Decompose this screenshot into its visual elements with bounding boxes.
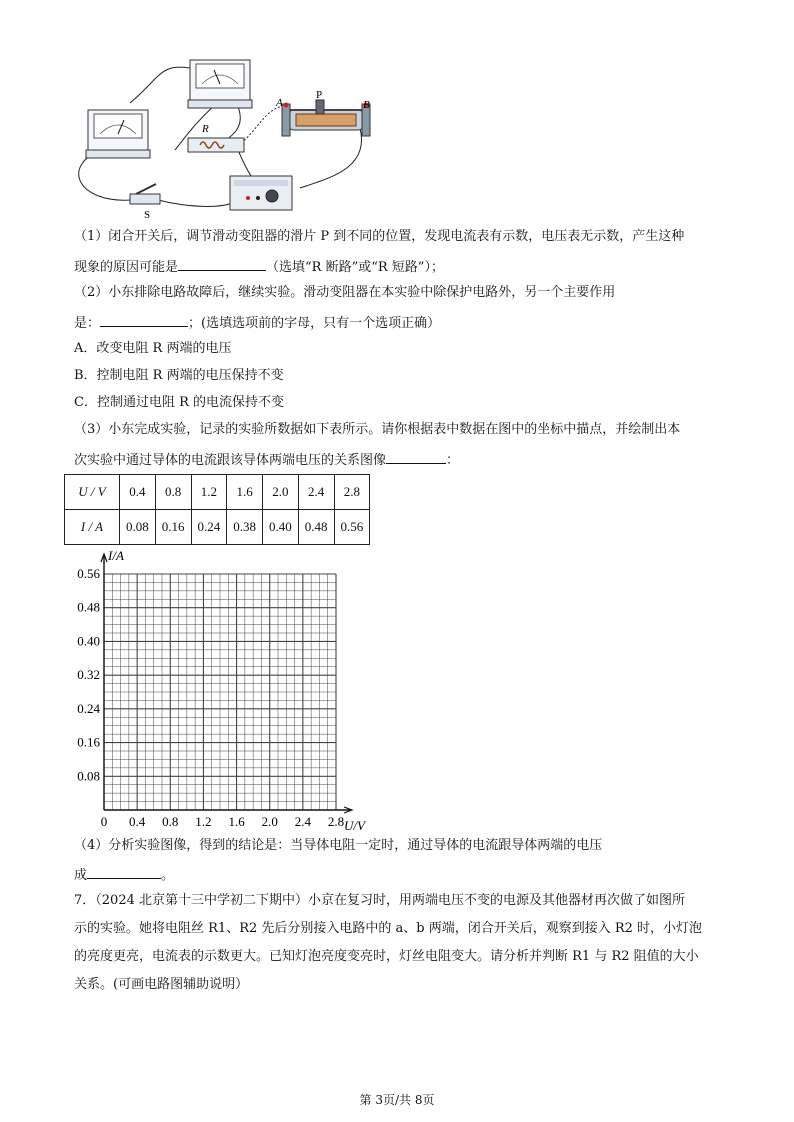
- q1-answer-blank[interactable]: [178, 256, 266, 271]
- x-tick-label: 0.8: [162, 814, 179, 829]
- q1-line1: （1）闭合开关后，调节滑动变阻器的滑片 P 到不同的位置，发现电流表有示数，电压表无示数，产生这种: [74, 229, 685, 244]
- ammeter: [86, 110, 150, 158]
- y-tick-label: 0.40: [77, 633, 100, 649]
- q7-line2: 示的实验。她将电阻丝 R1、R2 先后分别接入电路中的 a、b 两端，闭合开关后，观察到接入 R2 时，小灯泡: [74, 921, 703, 936]
- x-tick-label: 1.6: [228, 814, 245, 829]
- table-row: [65, 475, 370, 510]
- q4-answer-blank[interactable]: [87, 864, 161, 879]
- q3-line2-suffix: ：: [446, 453, 460, 468]
- q2-answer-blank[interactable]: [100, 312, 188, 327]
- table-cell: 0.4: [120, 475, 156, 510]
- table-cell: 0.8: [155, 475, 191, 510]
- q3-line1: （3）小东完成实验，记录的实验所数据如下表所示。请你根据表中数据在图中的坐标中描点，并绘制出本: [74, 422, 681, 437]
- y-tick-label: 0.16: [77, 734, 100, 750]
- table-cell: 0.08: [120, 510, 156, 545]
- q1-line2-prefix: 现象的原因可能是: [74, 260, 179, 275]
- switch: [130, 184, 160, 204]
- x-tick-label: 0: [100, 814, 108, 829]
- q4-line2-prefix: 成: [74, 868, 88, 883]
- y-axis-label: I/A: [108, 548, 124, 563]
- x-tick-label: 1.2: [195, 814, 212, 829]
- label-P: P: [316, 89, 323, 101]
- x-tick-label: 2.4: [294, 814, 311, 829]
- y-tick-label: 0.24: [77, 700, 100, 716]
- table-cell: 2.8: [334, 475, 370, 510]
- label-B: B: [363, 99, 370, 111]
- q2-line2-suffix: ；(选填选项前的字母，只有一个选项正确）: [188, 316, 441, 331]
- q2-line2: [74, 312, 440, 333]
- circuit-figure: [60, 58, 380, 218]
- voltmeter: [188, 60, 252, 108]
- q1-line2-suffix: （选填“R 断路”或“R 短路”）；: [266, 260, 444, 275]
- x-axis-label: U/V: [344, 818, 365, 833]
- q4-line2-suffix: 。: [161, 868, 175, 883]
- label-S: S: [144, 209, 151, 218]
- table-cell: 0.16: [155, 510, 191, 545]
- x-tick-label: 0.4: [129, 814, 146, 829]
- table-cell: 0.40: [263, 510, 299, 545]
- table-cell: 2.4: [298, 475, 334, 510]
- q3-line2: [74, 449, 459, 470]
- table-cell: 1.6: [227, 475, 263, 510]
- table-cell: 2.0: [263, 475, 299, 510]
- label-A: A: [276, 97, 283, 109]
- y-tick-label: 0.32: [77, 667, 100, 683]
- q7-line1: 7．（2024 北京第十三中学初二下期中）小京在复习时，用两端电压不变的电源及其他器材再次做了如图所: [74, 893, 685, 908]
- y-tick-label: 0.56: [77, 566, 100, 581]
- q1-line2: [74, 256, 444, 277]
- q7-line4: 关系。(可画电路图辅助说明）: [74, 977, 249, 992]
- x-tick-label: 2.8: [327, 814, 345, 829]
- table-header-current: I / A: [65, 510, 120, 545]
- y-tick-label: 0.08: [77, 768, 100, 784]
- q2-option-a: A．改变电阻 R 两端的电压: [74, 341, 232, 356]
- data-table: [64, 474, 370, 545]
- table-cell: 0.24: [191, 510, 227, 545]
- page-footer: 第 3页/共 8页: [359, 1093, 435, 1107]
- label-R: R: [202, 123, 209, 135]
- q2-option-c: C．控制通过电阻 R 的电流保持不变: [74, 395, 284, 410]
- q3-line2-prefix: 次实验中通过导体的电流跟该导体两端电压的关系图像: [74, 453, 387, 468]
- q2-line1: （2）小东排除电路故障后，继续实验。滑动变阻器在本实验中除保护电路外，另一个主要作用: [74, 285, 616, 300]
- table-cell: 0.56: [334, 510, 370, 545]
- y-tick-label: 0.48: [77, 599, 100, 615]
- rheostat: [282, 100, 370, 136]
- table-header-voltage: U / V: [65, 475, 120, 510]
- q2-option-b: B．控制电阻 R 两端的电压保持不变: [74, 368, 284, 383]
- x-tick-label: 2.0: [261, 814, 278, 829]
- resistor: [188, 138, 244, 152]
- q7-line3: 的亮度更亮，电流表的示数更大。已知灯泡亮度变亮时，灯丝电阻变大。请分析并判断 R1 与 R2 阻值的大小: [74, 949, 699, 964]
- power-supply: [230, 176, 292, 210]
- grid-minor: [104, 574, 336, 810]
- q3-answer-blank[interactable]: [386, 449, 446, 464]
- q4-line2: [74, 864, 174, 885]
- q4-line1: （4）分析实验图像，得到的结论是：当导体电阻一定时，通过导体的电流跟导体两端的电压: [74, 838, 603, 853]
- iu-graph[interactable]: [62, 540, 392, 835]
- tick-labels: [77, 566, 344, 829]
- q2-line2-prefix: 是：: [74, 316, 101, 331]
- table-cell: 0.48: [298, 510, 334, 545]
- table-cell: 1.2: [191, 475, 227, 510]
- table-cell: 0.38: [227, 510, 263, 545]
